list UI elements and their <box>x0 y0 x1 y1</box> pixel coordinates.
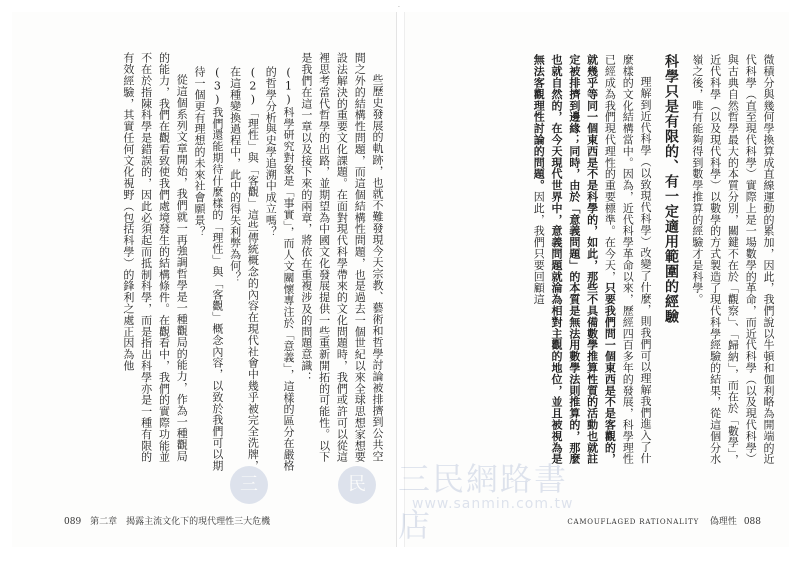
right-footer <box>567 514 761 527</box>
left-list-item-3: (3)我們還能期待什麼樣的「理性」與「客觀」概念內容，以致於我們可以期待一個更有理想的未來社會願景？ <box>193 66 224 471</box>
left-page <box>12 12 397 547</box>
right-page-body <box>423 54 777 474</box>
right-running-title-en: CAMOUFLAGED RATIONALITY <box>567 518 700 526</box>
right-page <box>404 12 789 547</box>
left-page-number: 089 <box>64 517 82 527</box>
watermark-name: 三民網路書店 <box>398 460 569 544</box>
section-heading: 科學只是有限的、有一定適用範圍的經驗 <box>663 54 680 324</box>
right-running-title: 偽理性 <box>709 517 737 527</box>
right-paragraph-1: 微積分與幾何學換算成直線運動的累加，因此，我們說以牛頓和伽利略為開端的近代科學（直至現代科學）實際上是一場數學的革命，而近代科學（以及現代科學）與古典自然哲學最大的本質分別，關鍵不在於「觀察」、「歸納」，而在於「數學」，近代科學（以及現代科學）以數學的方式製造了現代科學經驗的結果，從這個分水嶺之後，唯有能夠得到數學推算的經驗才是科學。 <box>690 54 775 466</box>
right-paragraph-2-tail: 因此，我們只要回顧這 <box>532 190 546 305</box>
left-list-item-2: (2)「理性」與「客觀」這些傳統概念的內容在現代社會中幾乎被完全洗牌，在這種變換過程中，此中的得失利弊為何？ <box>228 66 260 471</box>
left-list-item-1: (1)科學研究對象是「事實」，而人文關懷專注於「意義」，這樣的區分在嚴格的哲學分析與史學追溯中成立嗎？ <box>264 66 296 472</box>
left-paragraph-1: 些歷史發展的軌跡，也就不難發現今天宗教、藝術和哲學討論被排擠到公共空間之外的結構性問題，而這個結構性問題，也是過去一個世紀以來全球思想家想要設法解決的重要文化課題。在面對現代科學帶來的文化問題時，我們或許可以從這裡思考當代哲學的出路，並期望為中國文化發展提供一些重新開拓的可能性。以下是我們在這一章以及接下來的兩章，將依在重複涉及的問題意識： <box>299 52 384 463</box>
watermark-circle-1: 三 <box>230 466 268 504</box>
left-page-body <box>34 52 386 472</box>
right-paragraph-2-plain: 理解到近代科學（以致現代科學）改變了什麼，則我們可以理解我們進入了什麼樣的文化結構當中。因為，近代科學革命以來，歷經四百多年的發展，科學理性已經成為我們現代理性的重要標準。在今天， <box>603 54 653 465</box>
left-running-title: 第二章 揭露主流文化下的現代理性三大危機 <box>90 517 271 527</box>
right-paragraph-2-bold: 只要我們問一個東西是不是客觀的，就幾乎等同一個東西是不是科學的，如此，那些不具備數學推算性質的活動也就註定被排擠到邊緣；同時，由於「意義問題」的本質是無法用數學法則推算的，那麼也就自然的，在今天現代世界中，意義問題就淪為相對主觀的地位，並且被視為是無法客觀理性討論的問題。 <box>532 54 617 465</box>
right-page-number: 088 <box>743 517 761 527</box>
left-paragraph-2: 從這個系列文章開始，我們就一再強調哲學是一種觀局的能力，作為一種觀局的能力，我們在觀看致使我們處境發生的結構條件。在觀看中，我們的實際功能並不在於指陳科學是錯誤的，因此必須起而抵制科學，而是指出科學亦是一種有限的有效經驗，其實任何文化視野（包括科學）的鋒利之處正因為他 <box>121 52 189 463</box>
watermark-circle-2: 民 <box>338 466 376 504</box>
left-footer <box>64 514 270 527</box>
page-dot: · <box>398 4 400 11</box>
right-paragraph-2 <box>529 54 654 474</box>
watermark-url: www.sanmin.com.tw <box>412 496 574 512</box>
